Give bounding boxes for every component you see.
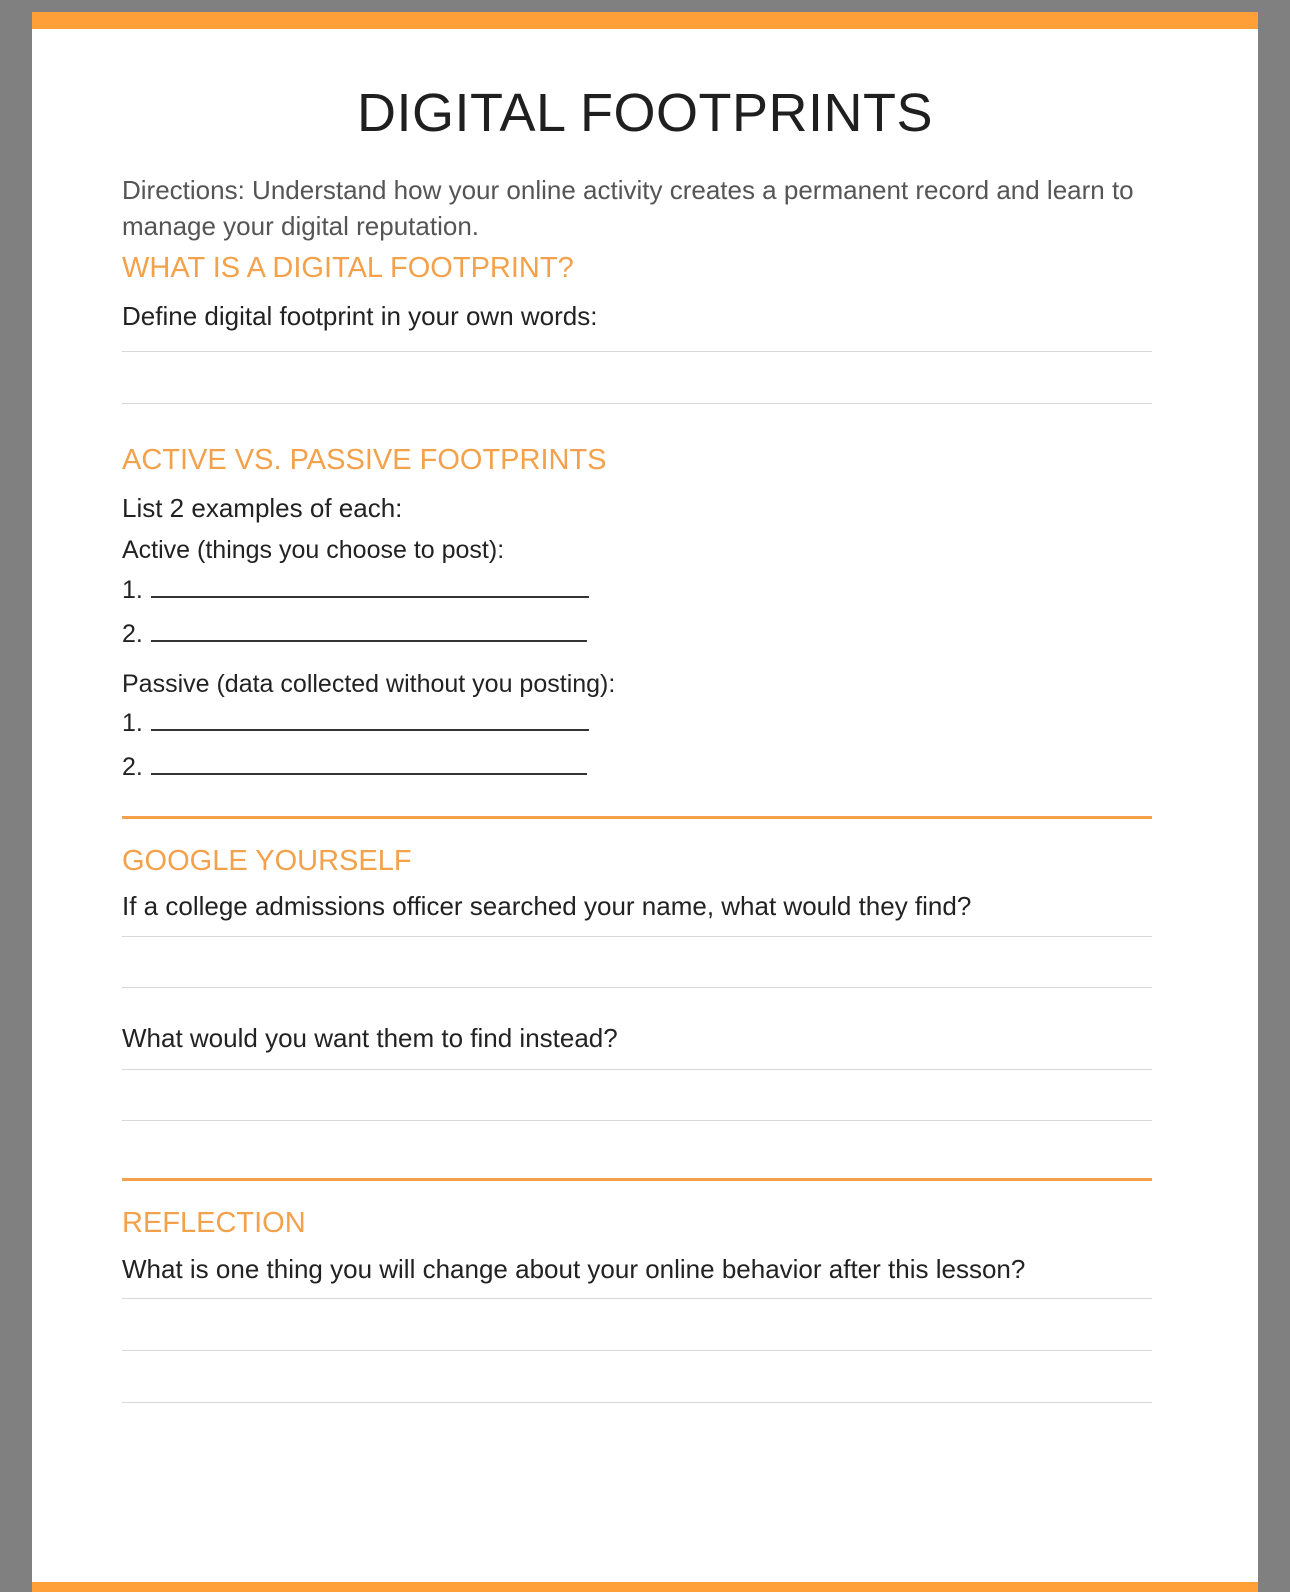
answer-line[interactable] [122,1402,1152,1403]
active-answer-blank-2[interactable] [151,640,587,642]
active-label: Active (things you choose to post): [122,536,505,564]
page-title: DIGITAL FOOTPRINTS [356,83,934,143]
item-number: 1. [122,576,143,604]
directions-text: Directions: Understand how your online activity creates a permanent record and learn to manage your digital reputation. [122,175,1134,241]
item-number: 2. [122,620,143,648]
passive-label: Passive (data collected without you posting): [122,670,616,698]
section-heading-definition: WHAT IS A DIGITAL FOOTPRINT? [122,252,574,284]
answer-line[interactable] [122,351,1152,352]
section-heading-google-yourself: GOOGLE YOURSELF [122,845,412,877]
google-prompt-instead: What would you want them to find instead? [122,1023,618,1053]
active-item-2 [122,620,587,649]
item-number: 1. [122,709,143,737]
active-item-1 [122,576,589,605]
passive-answer-blank-1[interactable] [151,729,589,731]
google-prompt-find: If a college admissions officer searched your name, what would they find? [122,891,972,921]
top-accent-band [32,12,1258,29]
answer-line[interactable] [122,936,1152,937]
worksheet-page [32,12,1258,1592]
examples-prompt: List 2 examples of each: [122,493,403,523]
definition-prompt: Define digital footprint in your own words: [122,301,598,331]
answer-line[interactable] [122,1350,1152,1351]
item-number: 2. [122,753,143,781]
answer-line[interactable] [122,987,1152,988]
passive-item-1 [122,709,589,738]
passive-item-2 [122,753,587,782]
bottom-accent-band [32,1582,1258,1592]
answer-line[interactable] [122,1069,1152,1070]
answer-line[interactable] [122,403,1152,404]
section-divider [122,1178,1152,1181]
active-answer-blank-1[interactable] [151,596,589,598]
answer-line[interactable] [122,1120,1152,1121]
answer-line[interactable] [122,1298,1152,1299]
passive-answer-blank-2[interactable] [151,773,587,775]
reflection-prompt: What is one thing you will change about your online behavior after this lesson? [122,1254,1026,1284]
section-heading-active-passive: ACTIVE VS. PASSIVE FOOTPRINTS [122,444,607,476]
section-heading-reflection: REFLECTION [122,1207,306,1239]
section-divider [122,816,1152,819]
